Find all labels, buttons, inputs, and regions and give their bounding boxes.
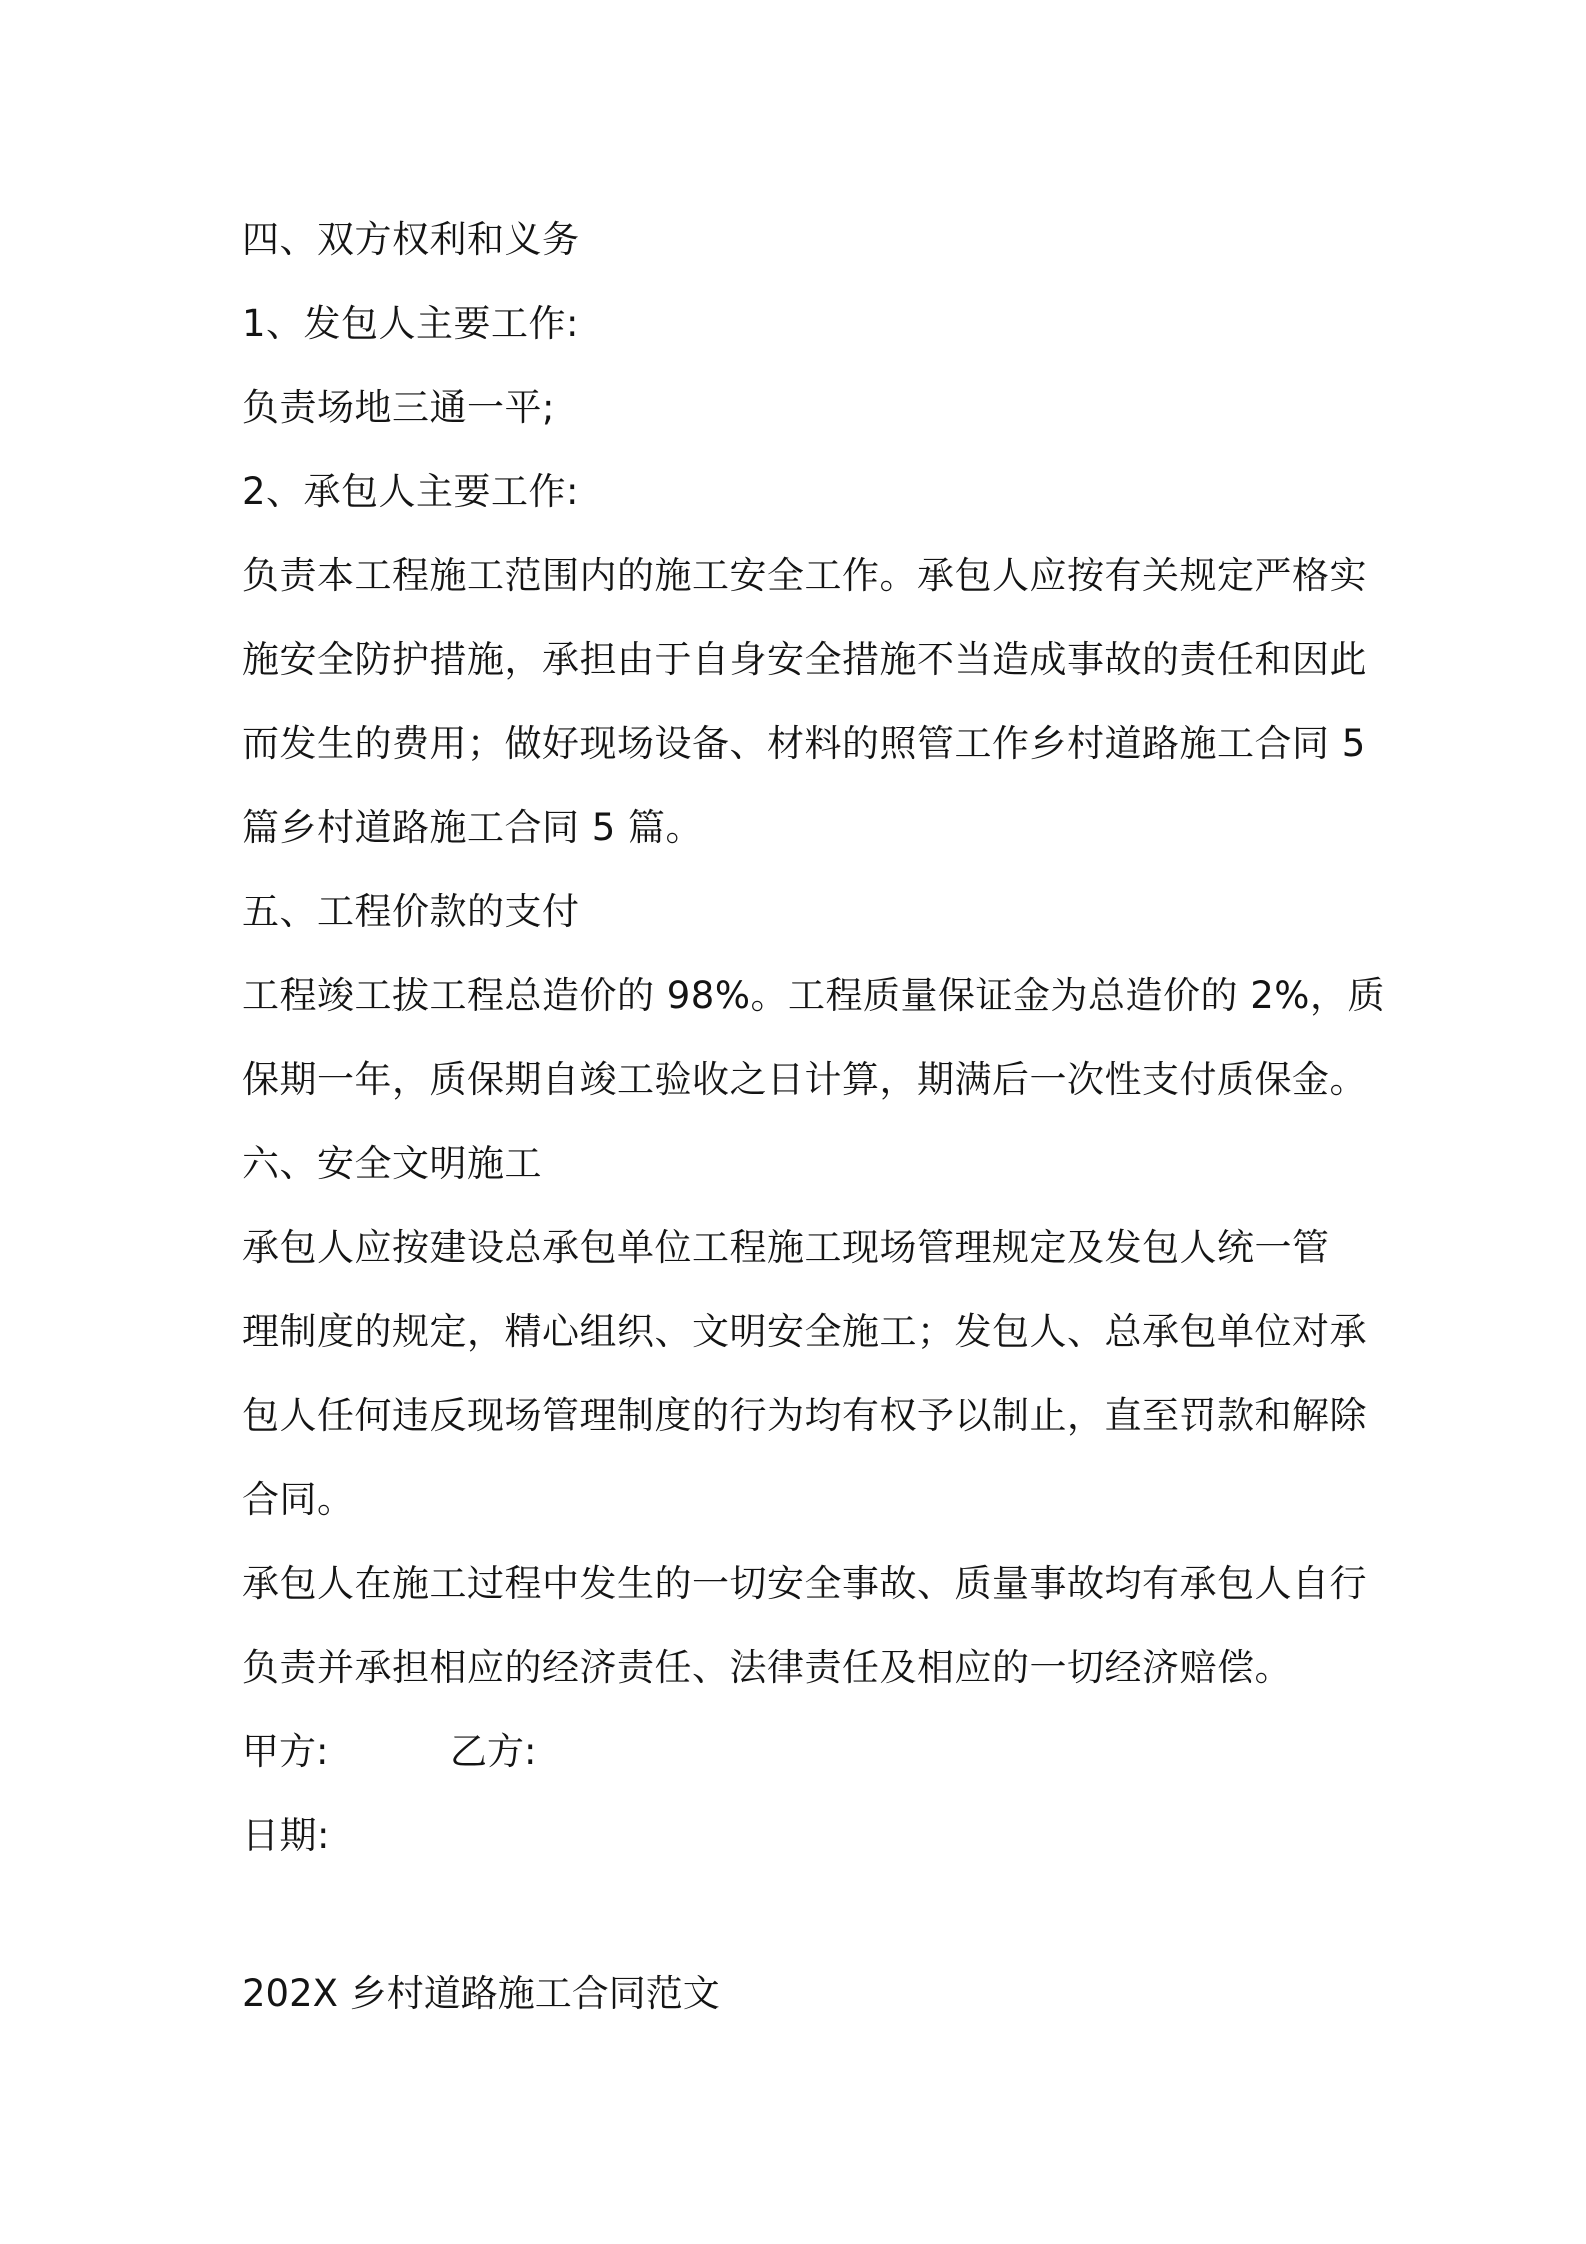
party-b-label: 乙方: [450, 1730, 537, 1773]
section-heading-payment: 五、工程价款的支付 [242, 890, 580, 933]
party-a-label: 甲方: [242, 1730, 329, 1773]
paragraph-line: 包人任何违反现场管理制度的行为均有权予以制止，直至罚款和解除 [242, 1394, 1367, 1437]
document-body [242, 198, 1385, 1878]
paragraph-line: 负责场地三通一平; [242, 386, 555, 429]
paragraph-line: 负责本工程施工范围内的施工安全工作。承包人应按有关规定严格实 [242, 554, 1367, 597]
section-heading-safety: 六、安全文明施工 [242, 1142, 542, 1185]
paragraph-line: 工程竣工拔工程总造价的 98%。工程质量保证金为总造价的 2%，质 [242, 974, 1385, 1017]
paragraph-line: 承包人在施工过程中发生的一切安全事故、质量事故均有承包人自行 [242, 1562, 1367, 1605]
paragraph-line: 理制度的规定，精心组织、文明安全施工；发包人、总承包单位对承 [242, 1310, 1367, 1353]
paragraph-line: 负责并承担相应的经济责任、法律责任及相应的一切经济赔偿。 [242, 1646, 1292, 1689]
paragraph-line: 施安全防护措施，承担由于自身安全措施不当造成事故的责任和因此 [242, 638, 1367, 681]
paragraph-line: 而发生的费用；做好现场设备、材料的照管工作乡村道路施工合同 5 [242, 722, 1366, 765]
paragraph-line: 篇乡村道路施工合同 5 篇。 [242, 806, 704, 849]
paragraph-line: 保期一年，质保期自竣工验收之日计算，期满后一次性支付质保金。 [242, 1058, 1367, 1101]
section-heading-rights: 四、双方权利和义务 [242, 218, 580, 261]
signature-row [242, 1710, 1362, 1794]
clause-employer-work: 1、发包人主要工作: [242, 302, 580, 345]
date-label: 日期: [242, 1814, 330, 1857]
next-document-title: 202X 乡村道路施工合同范文 [242, 1972, 720, 2015]
paragraph-line: 承包人应按建设总承包单位工程施工现场管理规定及发包人统一管 [242, 1226, 1330, 1269]
clause-contractor-work: 2、承包人主要工作: [242, 470, 580, 513]
paragraph-line: 合同。 [242, 1478, 355, 1521]
